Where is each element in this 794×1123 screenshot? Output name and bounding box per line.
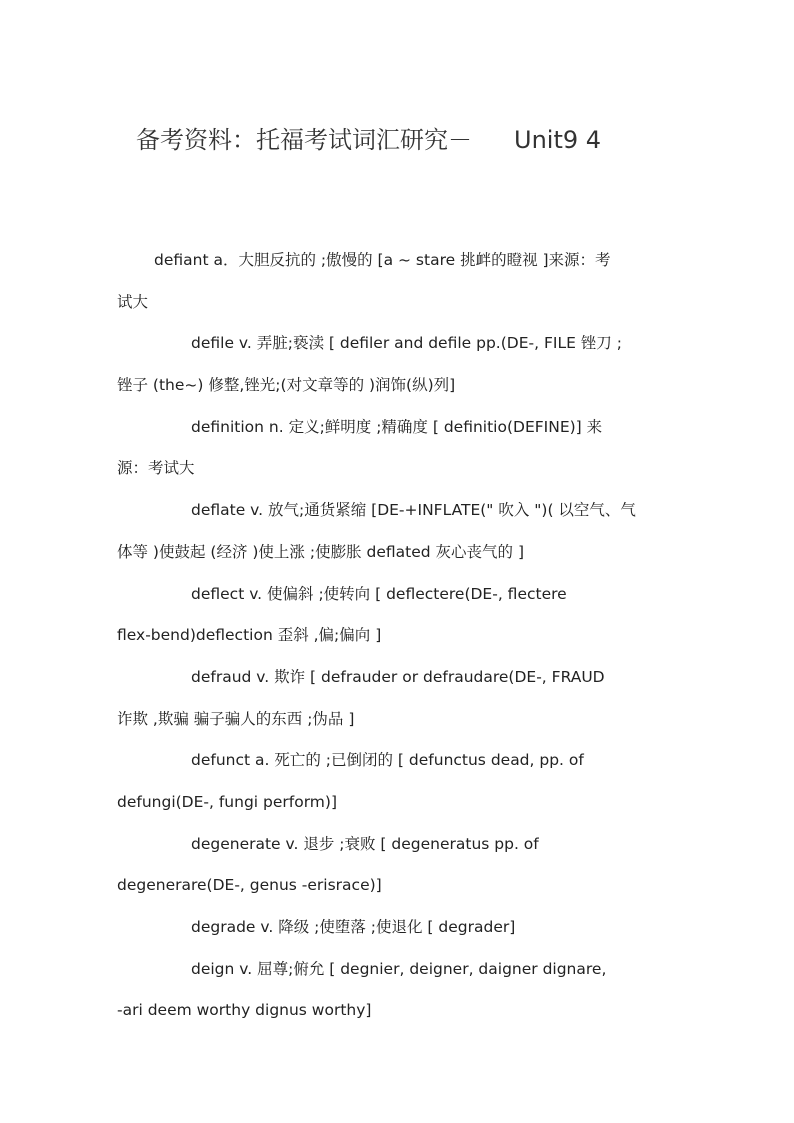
title-text: 备考资料：托福考试词汇研究－ — [136, 126, 472, 154]
entry-line: defungi(DE-, fungi perform)] — [117, 792, 338, 811]
vocabulary-entries — [117, 240, 677, 1032]
entry-line: defunct a. 死亡的 ;已倒闭的 [ defunctus dead, pp. of — [191, 751, 584, 770]
entry-line: defiant a．大胆反抗的 ;傲慢的 [a ~ stare 挑衅的瞪视 ]来源：考 — [154, 251, 611, 269]
entry-line: defile v. 弄脏;亵渎 [ defiler and defile pp.(DE-, FILE 锉刀 ; — [191, 334, 622, 353]
entry-line: defraud v. 欺诈 [ defrauder or defraudare(DE-, FRAUD — [191, 667, 605, 686]
entry-line: deflate v. 放气;通货紧缩 [DE-+INFLATE(" 吹入 ")( 以空气、气 — [191, 501, 636, 520]
entry-line: flex-bend)deflection 歪斜 ,偏;偏向 ] — [117, 626, 382, 645]
entry-line: definition n. 定义;鲜明度 ;精确度 [ definitio(DEFINE)] 来 — [191, 417, 603, 436]
entry-line: 试大 — [117, 292, 149, 311]
entry-line: 体等 )使鼓起 (经济 )使上涨 ;使膨胀 deflated 灰心丧气的 ] — [117, 542, 524, 561]
page-title — [136, 122, 756, 158]
entry-line: deflect v. 使偏斜 ;使转向 [ deflectere(DE-, flectere — [191, 584, 567, 603]
entry-line: degrade v. 降级 ;使堕落 ;使退化 [ degrader] — [191, 918, 516, 936]
entry-line: degenerare(DE-, genus -erisrace)] — [117, 876, 382, 895]
entry-line: 锉子 (the~) 修整,锉光;(对文章等的 )润饰(纵)列] — [117, 376, 456, 395]
entry-line: degenerate v. 退步 ;衰败 [ degeneratus pp. of — [191, 834, 539, 853]
entry-line: deign v. 屈尊;俯允 [ degnier, deigner, daigner dignare, — [191, 959, 607, 978]
entry-line: 源：考试大 — [117, 459, 195, 478]
title-unit: Unit9 4 — [514, 126, 602, 154]
entry-line: 诈欺 ,欺骗 骗子骗人的东西 ;伪品 ] — [117, 709, 355, 728]
entry-line: -ari deem worthy dignus worthy] — [117, 1001, 372, 1020]
